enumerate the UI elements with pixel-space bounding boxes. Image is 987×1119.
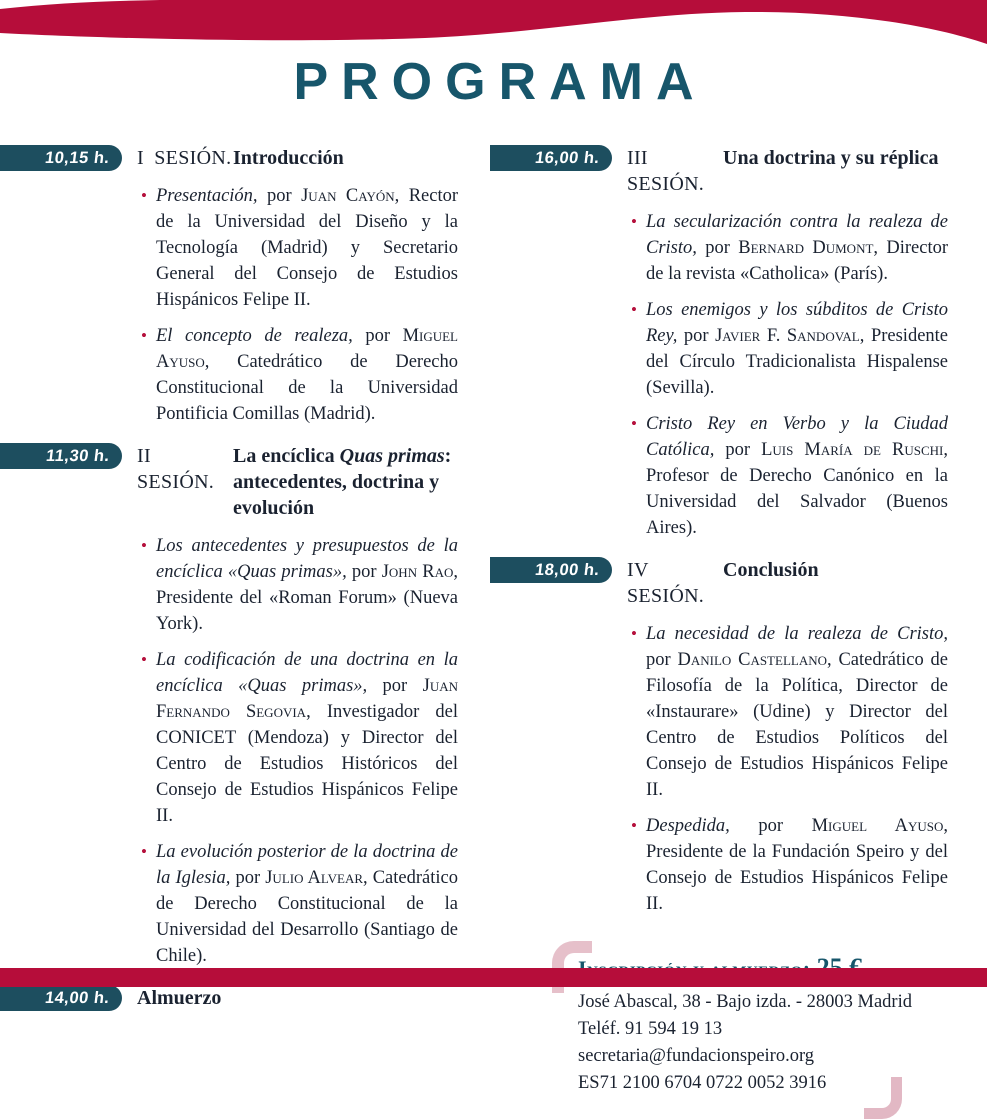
talk-list bbox=[137, 533, 458, 969]
bullet-icon: • bbox=[631, 624, 637, 643]
talk-text: , Director de la revista «Catholica» (París). bbox=[646, 238, 949, 284]
talk-title: Despedida, bbox=[646, 816, 730, 836]
talk-list bbox=[627, 209, 948, 541]
phone-line: Teléf. 91 594 19 13 bbox=[578, 1019, 723, 1039]
talk-item bbox=[137, 647, 458, 829]
talk-text: , Catedrático de Derecho Constitucional de la Universidad Pontificia Comillas (Madrid). bbox=[156, 352, 458, 424]
footer-band bbox=[0, 968, 987, 987]
talk-title: La secularización contra la realeza de Cristo, bbox=[646, 212, 948, 258]
session-heading bbox=[627, 557, 948, 609]
session-number-label: IV SESIÓN. bbox=[627, 559, 705, 607]
talk-title: La codificación de una doctrina en la encíclica «Quas primas», bbox=[156, 650, 458, 696]
talk-item bbox=[137, 183, 458, 313]
speaker-name: Bernard Dumont bbox=[738, 238, 874, 258]
talk-text: por bbox=[714, 440, 762, 460]
time-badge bbox=[0, 443, 122, 469]
header-wave-shape bbox=[0, 0, 987, 44]
talk-item bbox=[627, 297, 948, 401]
talk-text: por bbox=[646, 650, 678, 670]
session-title-text: Una doctrina y su réplica bbox=[723, 147, 939, 169]
bullet-icon: • bbox=[631, 414, 637, 433]
bullet-icon: • bbox=[141, 326, 147, 345]
talk-item bbox=[627, 411, 948, 541]
session-row bbox=[0, 443, 458, 521]
page-title: PROGRAMA bbox=[293, 53, 707, 111]
talk-text: , Presidente del «Roman Forum» (Nueva York). bbox=[156, 562, 458, 634]
event-title: Almuerzo bbox=[137, 987, 222, 1009]
time-label: 16,00 h. bbox=[534, 148, 602, 167]
session-heading bbox=[627, 145, 948, 197]
session-title-text: La encíclica bbox=[233, 445, 340, 467]
talk-item bbox=[137, 533, 458, 637]
bullet-icon: • bbox=[141, 186, 147, 205]
session-title bbox=[233, 443, 458, 521]
talk-text: , Investigador del CONICET (Mendoza) y Director del Centro de Estudios Históricos del Consejo de Estudios Hispánicos Felipe II. bbox=[156, 702, 459, 826]
talk-item bbox=[137, 839, 458, 969]
talk-item bbox=[137, 323, 458, 427]
session-heading bbox=[137, 443, 458, 521]
session-block bbox=[0, 443, 458, 969]
talk-title: Los antecedentes y presupuestos de la encíclica «Quas primas», bbox=[156, 536, 458, 582]
time-badge bbox=[0, 985, 122, 1011]
session-row bbox=[0, 985, 458, 1011]
session-number-label: I SESIÓN. bbox=[137, 147, 232, 169]
time-badge bbox=[0, 145, 122, 171]
time-badge bbox=[490, 145, 612, 171]
session-number-label: III SESIÓN. bbox=[627, 147, 705, 195]
header-wave-band bbox=[0, 0, 987, 56]
talk-text: , Catedrático de Filosofía de la Política, Director de «Instaurare» (Udine) y Director del Centro de Estudios Políticos del Consejo de Estudios Hispánicos Felipe II. bbox=[646, 650, 948, 800]
bullet-icon: • bbox=[141, 536, 147, 555]
talk-list bbox=[627, 621, 948, 917]
speaker-name: John Rao bbox=[381, 562, 454, 582]
time-badge bbox=[490, 557, 612, 583]
speaker-name: Juan Cayón bbox=[301, 186, 395, 206]
talk-text: , Presidente de la Fundación Speiro y del Consejo de Estudios Hispánicos Felipe II. bbox=[646, 816, 948, 914]
session-block bbox=[0, 985, 458, 1011]
session-title-emphasis: Quas primas bbox=[339, 445, 445, 467]
speaker-name: Miguel Ayuso bbox=[156, 326, 458, 372]
bullet-icon: • bbox=[141, 650, 147, 669]
talk-text: por bbox=[677, 326, 716, 346]
talk-text: por bbox=[346, 562, 382, 582]
session-title bbox=[233, 145, 458, 171]
email-line: secretaria@fundacionspeiro.org bbox=[578, 1046, 815, 1066]
bullet-icon: • bbox=[631, 816, 637, 835]
iban-line: ES71 2100 6704 0722 0052 3916 bbox=[578, 1073, 827, 1093]
session-block bbox=[490, 557, 948, 917]
bullet-icon: • bbox=[141, 842, 147, 861]
talk-title: Los enemigos y los súbditos de Cristo Rey, bbox=[646, 300, 948, 346]
session-row bbox=[0, 145, 458, 171]
contact-lines bbox=[578, 989, 974, 1097]
talk-text: , Profesor de Derecho Canónico en la Universidad del Salvador (Buenos Aires). bbox=[646, 440, 948, 538]
talk-text: por bbox=[257, 186, 302, 206]
talk-text: por bbox=[729, 816, 812, 836]
session-row bbox=[490, 557, 948, 609]
talk-text: por bbox=[230, 868, 266, 888]
decorative-bracket-bottom-icon bbox=[864, 1077, 902, 1119]
speaker-name: Javier F. Sandoval bbox=[715, 326, 860, 346]
talk-title: El concepto de realeza, bbox=[156, 326, 353, 346]
time-label: 11,30 h. bbox=[45, 446, 112, 465]
speaker-name: Julio Alvear bbox=[265, 868, 364, 888]
session-number-label: II SESIÓN. bbox=[137, 445, 215, 493]
session-title bbox=[723, 557, 948, 609]
speaker-name: Danilo Castellano bbox=[677, 650, 827, 670]
left-column bbox=[0, 145, 458, 1011]
talk-title: Presentación, bbox=[156, 186, 258, 206]
talk-title: Cristo Rey en Verbo y la Ciudad Católica, bbox=[646, 414, 948, 460]
talk-text: por bbox=[367, 676, 423, 696]
address-line: José Abascal, 38 - Bajo izda. - 28003 Madrid bbox=[578, 992, 912, 1012]
session-heading bbox=[137, 145, 458, 171]
talk-item bbox=[627, 813, 948, 917]
time-label: 18,00 h. bbox=[534, 560, 602, 579]
speaker-name: Miguel Ayuso bbox=[811, 816, 944, 836]
session-title-text: Introducción bbox=[233, 147, 344, 169]
speaker-name: Luis María de Ruschi bbox=[761, 440, 944, 460]
time-label: 10,15 h. bbox=[44, 148, 112, 167]
talk-item bbox=[627, 621, 948, 803]
talk-text: por bbox=[352, 326, 403, 346]
session-row bbox=[490, 145, 948, 197]
session-title bbox=[723, 145, 948, 197]
talk-item bbox=[627, 209, 948, 287]
speaker-name: Juan Fernando Segovia bbox=[156, 676, 458, 722]
talk-text: , Catedrático de Derecho Constitucional de la Universidad del Desarrollo (Santiago de Chile). bbox=[156, 868, 458, 966]
session-title-text: Conclusión bbox=[723, 559, 819, 581]
talk-text: , Rector de la Universidad del Diseño y la Tecnología (Madrid) y Secretario General del Consejo de Estudios Hispánicos Felipe II. bbox=[156, 186, 458, 310]
session-block bbox=[0, 145, 458, 427]
talk-list bbox=[137, 183, 458, 427]
inscription-block bbox=[552, 941, 974, 1103]
talk-text: , Presidente del Círculo Tradicionalista Hispalense (Sevilla). bbox=[646, 326, 949, 398]
time-label: 14,00 h. bbox=[44, 988, 112, 1007]
talk-text: por bbox=[696, 238, 739, 258]
talk-title: La necesidad de la realeza de Cristo, bbox=[646, 624, 948, 644]
session-title-text: : antecedentes, doctrina y evolución bbox=[233, 445, 452, 519]
bullet-icon: • bbox=[631, 212, 637, 231]
bullet-icon: • bbox=[631, 300, 637, 319]
talk-title: La evolución posterior de la doctrina de la Iglesia, bbox=[156, 842, 458, 888]
right-column bbox=[490, 145, 948, 1103]
session-block bbox=[490, 145, 948, 541]
